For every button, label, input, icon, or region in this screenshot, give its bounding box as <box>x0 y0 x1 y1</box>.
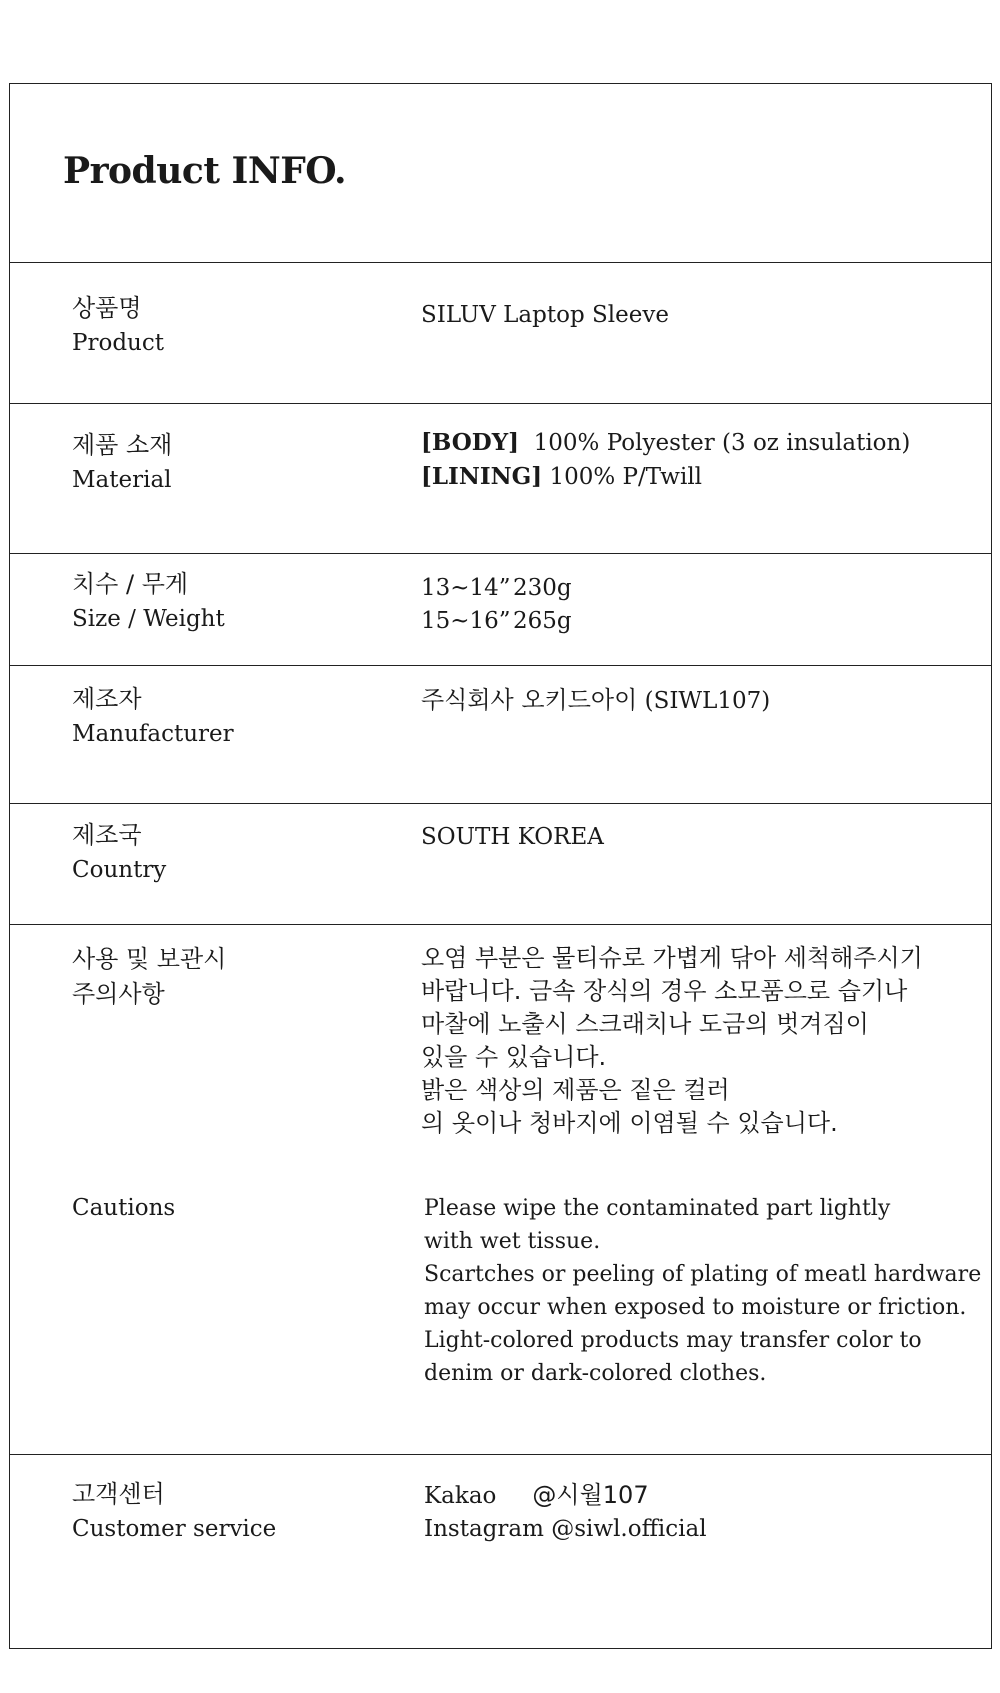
customer-values <box>424 1479 707 1546</box>
row-material <box>10 404 991 554</box>
manufacturer-label-en: Manufacturer <box>72 721 234 747</box>
row-product <box>10 263 991 404</box>
title-row <box>10 84 991 263</box>
row-manufacturer <box>10 666 991 804</box>
product-info-table <box>9 83 992 1649</box>
cautions-ko-text: 오염 부분은 물티슈로 가볍게 닦아 세척해주시기 바랍니다. 금속 장식의 경우 소모품으로 습기나 마찰에 노출시 스크래치나 도금의 벗겨짐이 있을 수 있습니다. 밝은 색상의 제품은 짙은 컬러 의 옷이나 청바지에 이염될 수 있습니다. <box>421 944 923 1137</box>
row-customer-service <box>10 1455 991 1650</box>
country-label <box>72 818 166 888</box>
product-label <box>72 291 164 361</box>
size-label <box>72 567 225 637</box>
product-value: SILUV Laptop Sleeve <box>421 302 669 328</box>
product-label-ko: 상품명 <box>72 294 142 322</box>
cautions-en-text: Please wipe the contaminated part lightly with wet tissue. Scartches or peeling of plating of meatl hardware may occur when exposed to moisture or friction. Light-colored products may transfer color to denim or dark-colored clothes. <box>424 1196 982 1386</box>
row-cautions <box>10 925 991 1455</box>
size-values <box>421 572 572 638</box>
customer-label <box>72 1477 276 1547</box>
row-country <box>10 804 991 925</box>
kakao-line: Kakao @시월107 <box>424 1481 649 1509</box>
material-values <box>421 426 910 494</box>
customer-label-ko: 고객센터 <box>72 1480 165 1508</box>
customer-label-en: Customer service <box>72 1516 277 1542</box>
instagram-link[interactable]: @siwl.official <box>551 1516 707 1542</box>
material-line-lining: [LINING] 100% P/Twill <box>421 463 703 490</box>
country-label-ko: 제조국 <box>72 821 142 849</box>
material-line-body: [BODY] 100% Polyester (3 oz insulation) <box>421 429 911 456</box>
country-label-en: Country <box>72 857 167 883</box>
material-label <box>72 428 172 498</box>
size-line-1: 13~14” 230g <box>421 575 572 601</box>
cautions-label-en: Cautions <box>72 1195 176 1221</box>
page-title: Product INFO. <box>63 150 347 192</box>
row-size-weight <box>10 554 991 666</box>
size-label-ko: 치수 / 무게 <box>72 570 189 598</box>
size-line-2: 15~16” 265g <box>421 608 572 634</box>
cautions-label-ko: 사용 및 보관시 주의사항 <box>72 945 227 1008</box>
material-label-ko: 제품 소재 <box>72 431 173 459</box>
manufacturer-value: 주식회사 오키드아이 (SIWL107) <box>421 686 771 714</box>
kakao-link[interactable]: @시월107 <box>532 1481 649 1509</box>
manufacturer-label <box>72 682 234 752</box>
size-label-en: Size / Weight <box>72 606 225 632</box>
product-label-en: Product <box>72 330 164 356</box>
material-label-en: Material <box>72 467 172 493</box>
manufacturer-label-ko: 제조자 <box>72 685 142 713</box>
instagram-line: Instagram @siwl.official <box>424 1516 707 1542</box>
country-value: SOUTH KOREA <box>421 824 604 850</box>
